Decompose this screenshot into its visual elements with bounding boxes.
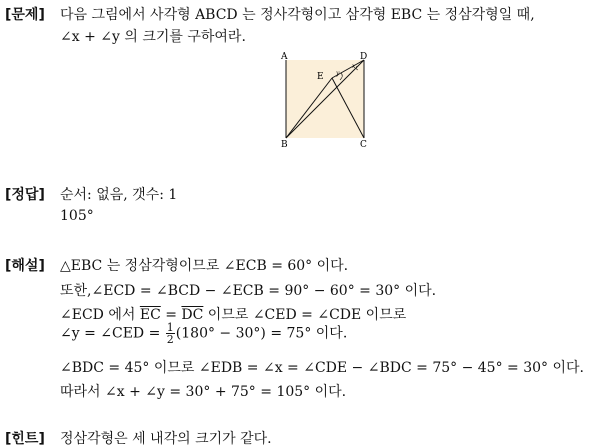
explanation-line3-pre: ∠ECD 에서 bbox=[60, 307, 140, 323]
point-b-label: B bbox=[281, 140, 288, 148]
answer-text-line1: 순서: 없음, 갯수: 1 bbox=[60, 187, 178, 203]
angle-x-label: x bbox=[352, 63, 356, 70]
explanation-label: [해설] bbox=[5, 258, 45, 274]
fraction-denominator: 2 bbox=[166, 333, 174, 346]
explanation-line3-mid: = bbox=[160, 307, 182, 323]
geometry-diagram bbox=[278, 48, 378, 148]
answer-label: [정답] bbox=[5, 187, 45, 203]
explanation-line3-post: 이므로 ∠CED = ∠CDE 이므로 bbox=[203, 307, 407, 323]
explanation-line4 bbox=[60, 322, 347, 345]
hint-text: 정삼각형은 세 내각의 크기가 같다. bbox=[60, 431, 272, 447]
explanation-line4-pre: ∠y = ∠CED = bbox=[60, 325, 165, 342]
answer-text-line2: 105° bbox=[60, 208, 94, 224]
point-e-label: E bbox=[317, 72, 324, 82]
problem-text-line1: 다음 그림에서 사각형 ABCD 는 정사각형이고 삼각형 EBC 는 정삼각형일 때, bbox=[60, 7, 535, 23]
explanation-line2: 또한,∠ECD = ∠BCD − ∠ECB = 90° − 60° = 30° 이다. bbox=[60, 283, 437, 299]
angle-y-label: y bbox=[336, 70, 340, 77]
point-c-label: C bbox=[360, 140, 367, 148]
square-triangle-figure bbox=[278, 48, 378, 148]
segment-ec-overline: $\overline{EC}$ bbox=[139, 307, 161, 323]
explanation-line6: 따라서 ∠x + ∠y = 30° + 75° = 105° 이다. bbox=[60, 384, 347, 400]
point-d-label: D bbox=[360, 52, 368, 62]
point-a-label: A bbox=[281, 52, 288, 62]
hint-label: [힌트] bbox=[5, 431, 45, 447]
segment-dc-overline: $\overline{DC}$ bbox=[181, 307, 204, 323]
fraction-one-half bbox=[166, 322, 175, 345]
explanation-line5: ∠BDC = 45° 이므로 ∠EDB = ∠x = ∠CDE − ∠BDC = 75° − 45° = 30° 이다. bbox=[60, 360, 584, 376]
explanation-line1: △EBC 는 정삼각형이므로 ∠ECB = 60° 이다. bbox=[60, 258, 349, 274]
fraction-numerator: 1 bbox=[166, 321, 174, 334]
explanation-line4-post: (180° − 30°) = 75° 이다. bbox=[175, 325, 348, 342]
problem-text-line2: ∠x + ∠y 의 크기를 구하여라. bbox=[60, 29, 246, 45]
explanation-line3 bbox=[60, 304, 406, 324]
problem-label: [문제] bbox=[5, 7, 45, 23]
